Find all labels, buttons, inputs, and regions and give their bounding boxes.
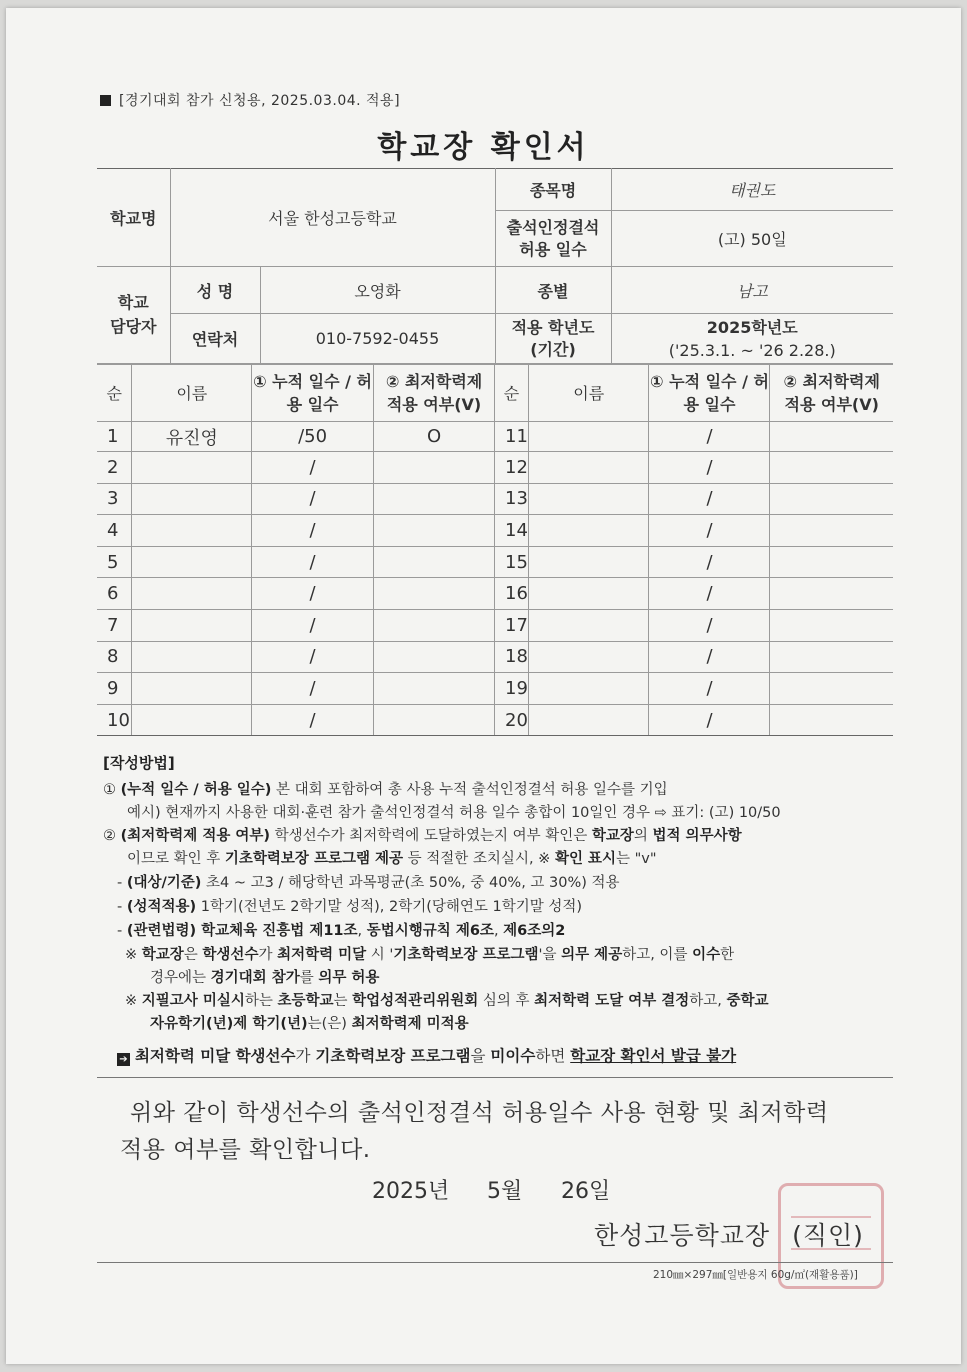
instruction-line-6: - (성적적용) 1학기(전년도 2학기말 성적), 2학기(당해연도 1학기말 성적) — [117, 899, 583, 915]
year-value: 2025학년도 ('25.3.1. ~ '26 2.28.) — [611, 314, 893, 364]
instruction-line-11: 자유학기(년)제 학기(년)는(은) 최저학력제 미적용 — [150, 1016, 469, 1032]
row-number: 10 — [97, 704, 132, 736]
table-row — [97, 673, 893, 705]
table-row — [97, 483, 893, 515]
attendance-days: / — [649, 422, 770, 452]
instruction-line-9: 경우에는 경기대회 참가를 의무 허용 — [150, 970, 380, 986]
form-notice: [경기대회 참가 신청용, 2025.03.04. 적용] — [100, 90, 400, 110]
col-min-right: ② 최저학력제 적용 여부(V) — [770, 365, 893, 422]
row-number: 11 — [495, 422, 529, 452]
min-academic-check — [374, 609, 495, 641]
student-name — [132, 578, 252, 610]
col-name-right: 이름 — [528, 365, 649, 422]
year-label: 적용 학년도 (기간) — [495, 314, 611, 364]
table-row — [97, 452, 893, 484]
contact-value: 010-7592-0455 — [260, 314, 495, 364]
row-number: 2 — [97, 452, 132, 484]
date-day: 26일 — [561, 1179, 611, 1204]
min-academic-check — [374, 578, 495, 610]
instruction-line-2: 예시) 현재까지 사용한 대회·훈련 참가 출석인정결석 허용 일수 총합이 10일인 경우 ⇨ 표기: (고) 10/50 — [127, 805, 781, 821]
instruction-line-3: ② (최저학력제 적용 여부) 학생선수가 최저학력에 도달하였는지 여부 확인은 학교장의 법적 의무사항 — [103, 828, 742, 844]
min-academic-check — [374, 546, 495, 578]
row-number: 18 — [495, 641, 529, 673]
row-number: 3 — [97, 483, 132, 515]
student-name — [528, 673, 649, 705]
table-row — [97, 609, 893, 641]
attendance-days: / — [649, 704, 770, 736]
attendance-days: / — [252, 578, 374, 610]
student-name — [528, 546, 649, 578]
min-academic-check — [374, 673, 495, 705]
min-academic-check — [770, 483, 893, 515]
table-row — [97, 422, 893, 452]
header-table — [97, 168, 893, 364]
min-academic-check — [770, 609, 893, 641]
allowed-days-value: (고) 50일 — [611, 211, 893, 267]
col-no-right: 순 — [495, 365, 529, 422]
row-number: 16 — [495, 578, 529, 610]
row-number: 20 — [495, 704, 529, 736]
row-number: 13 — [495, 483, 529, 515]
student-name — [132, 641, 252, 673]
min-academic-check — [770, 578, 893, 610]
division-label: 종별 — [495, 267, 611, 314]
sport-label: 종목명 — [495, 169, 611, 211]
min-academic-check — [770, 452, 893, 484]
square-bullet-icon — [100, 95, 111, 106]
attendance-days: /50 — [252, 422, 374, 452]
row-number: 6 — [97, 578, 132, 610]
attendance-days: / — [252, 546, 374, 578]
min-academic-check — [374, 452, 495, 484]
name-value: 오영화 — [260, 267, 495, 314]
row-number: 14 — [495, 515, 529, 547]
col-days-right: ① 누적 일수 / 허용 일수 — [649, 365, 770, 422]
contact-label: 연락처 — [170, 314, 260, 364]
student-name — [132, 673, 252, 705]
bottom-rule — [97, 1262, 893, 1263]
min-academic-check: O — [374, 422, 495, 452]
attendance-days: / — [649, 641, 770, 673]
date-year: 2025년 — [372, 1179, 450, 1204]
circled-one-icon: ① — [103, 782, 116, 798]
instruction-line-12: ➔ 최저학력 미달 학생선수가 기초학력보장 프로그램을 미이수하면 학교장 확인서 발급 불가 — [117, 1045, 736, 1068]
row-number: 19 — [495, 673, 529, 705]
boxed-arrow-icon: ➔ — [117, 1053, 130, 1066]
table-row — [97, 641, 893, 673]
student-name: 유진영 — [132, 422, 252, 452]
row-number: 4 — [97, 515, 132, 547]
student-name — [528, 704, 649, 736]
student-name — [132, 609, 252, 641]
manager-label: 학교 담당자 — [97, 267, 170, 364]
instruction-line-7: - (관련법령) 학교체육 진흥법 제11조, 동법시행규칙 제6조, 제6조의2 — [117, 923, 566, 939]
attendance-days: / — [649, 673, 770, 705]
sport-value: 태권도 — [611, 169, 893, 211]
allowed-days-label: 출석인정결석 허용 일수 — [495, 211, 611, 267]
name-label: 성 명 — [170, 267, 260, 314]
attendance-days: / — [252, 483, 374, 515]
min-academic-check — [770, 641, 893, 673]
attendance-days: / — [649, 609, 770, 641]
col-min-left: ② 최저학력제 적용 여부(V) — [374, 365, 495, 422]
min-academic-check — [374, 483, 495, 515]
attendance-days: / — [252, 673, 374, 705]
student-name — [132, 515, 252, 547]
roster-body — [97, 422, 893, 736]
table-row — [97, 515, 893, 547]
min-academic-check — [374, 515, 495, 547]
principal-signature: 한성고등학교장 (직인) — [594, 1221, 864, 1250]
row-number: 9 — [97, 673, 132, 705]
min-academic-check — [770, 546, 893, 578]
instructions-heading: [작성방법] — [103, 754, 175, 772]
school-label: 학교명 — [97, 169, 170, 267]
min-academic-check — [770, 422, 893, 452]
divider-line — [97, 1077, 893, 1078]
student-name — [132, 704, 252, 736]
student-name — [132, 483, 252, 515]
attendance-days: / — [649, 578, 770, 610]
instruction-line-10: ※ 지필고사 미실시하는 초등학교는 학업성적관리위원회 심의 후 최저학력 도달 여부 결정하고, 중학교 — [125, 993, 769, 1009]
attendance-days: / — [649, 546, 770, 578]
table-row — [97, 546, 893, 578]
table-row — [97, 704, 893, 736]
instruction-line-1: ① (누적 일수 / 허용 일수) 본 대회 포함하여 총 사용 누적 출석인정결석 허용 일수를 기입 — [103, 782, 668, 798]
roster-table — [97, 364, 893, 736]
row-number: 5 — [97, 546, 132, 578]
student-name — [132, 452, 252, 484]
min-academic-check — [374, 704, 495, 736]
circled-two-icon: ② — [103, 828, 116, 844]
student-name — [528, 515, 649, 547]
student-name — [528, 578, 649, 610]
instruction-line-5: - (대상/기준) 초4 ~ 고3 / 해당학년 과목평균(초 50%, 중 40%, 고 30%) 적용 — [117, 875, 620, 891]
document-title: 학교장 확인서 — [377, 130, 590, 165]
row-number: 7 — [97, 609, 132, 641]
date-month: 5월 — [487, 1179, 523, 1204]
row-number: 12 — [495, 452, 529, 484]
min-academic-check — [770, 673, 893, 705]
division-value: 남고 — [611, 267, 893, 314]
attendance-days: / — [649, 515, 770, 547]
paper-spec-footer: 210㎜×297㎜[일반용지 60g/㎡(재활용품)] — [653, 1269, 858, 1281]
row-number: 1 — [97, 422, 132, 452]
col-no-left: 순 — [97, 365, 132, 422]
min-academic-check — [770, 704, 893, 736]
reference-mark-icon: ※ — [125, 947, 138, 963]
table-row — [97, 578, 893, 610]
col-name-left: 이름 — [132, 365, 252, 422]
student-name — [528, 641, 649, 673]
row-number: 8 — [97, 641, 132, 673]
student-name — [528, 422, 649, 452]
seal-label: (직인) — [792, 1221, 864, 1250]
student-name — [132, 546, 252, 578]
attendance-days: / — [252, 515, 374, 547]
student-name — [528, 452, 649, 484]
student-name — [528, 609, 649, 641]
col-days-left: ① 누적 일수 / 허용 일수 — [252, 365, 374, 422]
min-academic-check — [374, 641, 495, 673]
instruction-line-8: ※ 학교장은 학생선수가 최저학력 미달 시 '기초학력보장 프로그램'을 의무 제공하고, 이를 이수한 — [125, 947, 735, 963]
row-number: 17 — [495, 609, 529, 641]
attendance-days: / — [252, 704, 374, 736]
confirmation-statement: 위와 같이 학생선수의 출석인정결석 허용일수 사용 현황 및 최저학력 적용 여부를 확인합니다. — [120, 1100, 829, 1163]
attendance-days: / — [252, 452, 374, 484]
attendance-days: / — [252, 641, 374, 673]
min-academic-check — [770, 515, 893, 547]
attendance-days: / — [649, 483, 770, 515]
row-number: 15 — [495, 546, 529, 578]
attendance-days: / — [252, 609, 374, 641]
instruction-line-4: 이므로 확인 후 기초학력보장 프로그램 제공 등 적절한 조치실시, ※ 확인 표시는 "v" — [127, 851, 657, 867]
reference-mark-icon: ※ — [125, 993, 138, 1009]
student-name — [528, 483, 649, 515]
attendance-days: / — [649, 452, 770, 484]
school-value: 서울 한성고등학교 — [170, 169, 495, 267]
